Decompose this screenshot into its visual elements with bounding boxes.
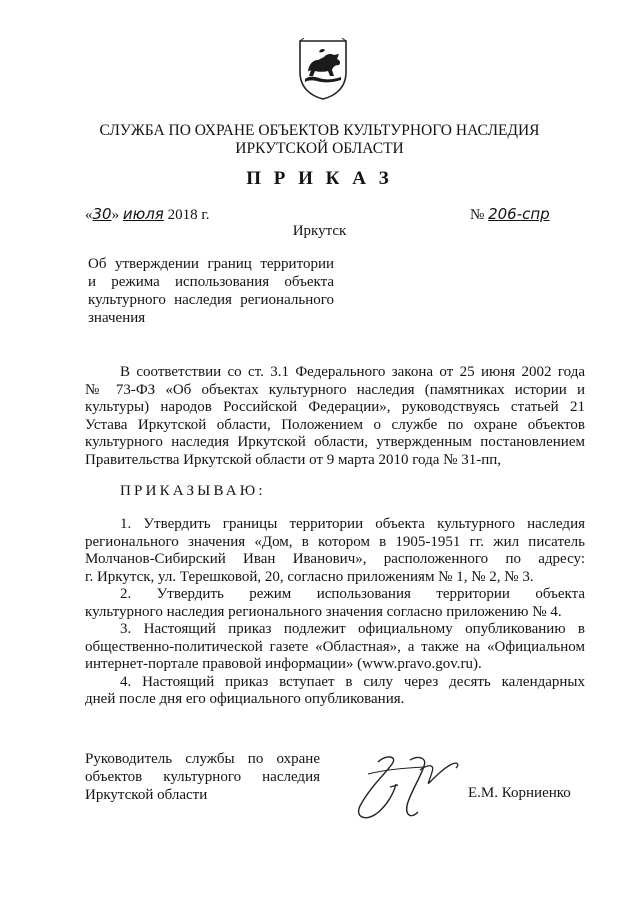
- signer-name: Е.М. Корниенко: [468, 785, 571, 801]
- preamble-line: культуры) народов Российской Федерации», руководствуясь статьей 21: [85, 399, 585, 415]
- date-day: 30: [92, 205, 112, 223]
- date-month: июля: [122, 205, 164, 223]
- city: Иркутск: [292, 223, 347, 239]
- subject-line: значения: [88, 310, 146, 326]
- order-date: [85, 205, 210, 224]
- date-year: 2018 г.: [167, 207, 210, 223]
- handwritten-signature: [340, 740, 475, 830]
- item-line: 1. Утвердить границы территории объекта культурного наследия: [120, 516, 585, 532]
- order-number: [470, 205, 550, 224]
- subject-line: Об утверждении границ территории: [88, 256, 334, 272]
- subject-line: и режима использования объекта: [88, 274, 334, 290]
- date-close-quote: »: [111, 207, 120, 223]
- preamble-line: культурного наследия Иркутской области, утвержденным постановлением: [85, 434, 585, 450]
- subject-line: культурного наследия регионального: [88, 292, 334, 308]
- document-title: П Р И К А З: [246, 168, 393, 189]
- number-prefix: №: [470, 207, 485, 223]
- signatory-line: Руководитель службы по охране: [85, 751, 320, 767]
- order-directive: ПРИКАЗЫВАЮ:: [120, 483, 266, 499]
- number-value: 206-спр: [488, 205, 550, 223]
- preamble: [85, 364, 585, 469]
- date-open-quote: «: [85, 207, 93, 223]
- item-line: 3. Настоящий приказ подлежит официальному опубликованию в: [120, 621, 585, 637]
- item-line: 2. Утвердить режим использования территории объекта: [120, 586, 585, 602]
- item-line: общественно-политической газете «Областная», а также на «Официальном: [85, 638, 585, 655]
- item-line: 4. Настоящий приказ вступает в силу через десять календарных: [120, 673, 585, 690]
- agency-name-line-1: СЛУЖБА ПО ОХРАНЕ ОБЪЕКТОВ КУЛЬТУРНОГО НАСЛЕДИЯ: [99, 122, 540, 139]
- item-line: интернет-портале правовой информации» (www.pravo.gov.ru).: [85, 656, 482, 672]
- order-subject: [88, 255, 334, 327]
- signatory-line: Иркутской области: [85, 787, 208, 803]
- preamble-line: № 73-ФЗ «Об объектах культурного наследия (памятниках истории и: [85, 381, 585, 398]
- coat-of-arms-icon: [297, 38, 349, 100]
- item-line: дней после дня его официального опубликования.: [85, 691, 405, 707]
- preamble-line: В соответствии со ст. 3.1 Федерального закона от 25 июня 2002 года: [120, 364, 585, 380]
- agency-name-line-2: ИРКУТСКОЙ ОБЛАСТИ: [235, 140, 404, 157]
- item-line: регионального значения «Дом, в котором в 1905-1951 гг. жил писатель: [85, 533, 585, 550]
- item-line: Молчанов-Сибирский Иван Иванович», расположенного по адресу:: [85, 551, 585, 567]
- item-line: культурного наследия регионального значения согласно приложению № 4.: [85, 603, 562, 620]
- item-line: г. Иркутск, ул. Терешковой, 20, согласно приложениям № 1, № 2, № 3.: [85, 568, 534, 585]
- signatory-title: [85, 750, 320, 804]
- preamble-line: Устава Иркутской области, Положением о службе по охране объектов: [85, 416, 585, 433]
- signatory-line: объектов культурного наследия: [85, 769, 320, 785]
- order-items: [85, 516, 585, 709]
- preamble-line: Правительства Иркутской области от 9 марта 2010 года № 31-пп,: [85, 451, 501, 468]
